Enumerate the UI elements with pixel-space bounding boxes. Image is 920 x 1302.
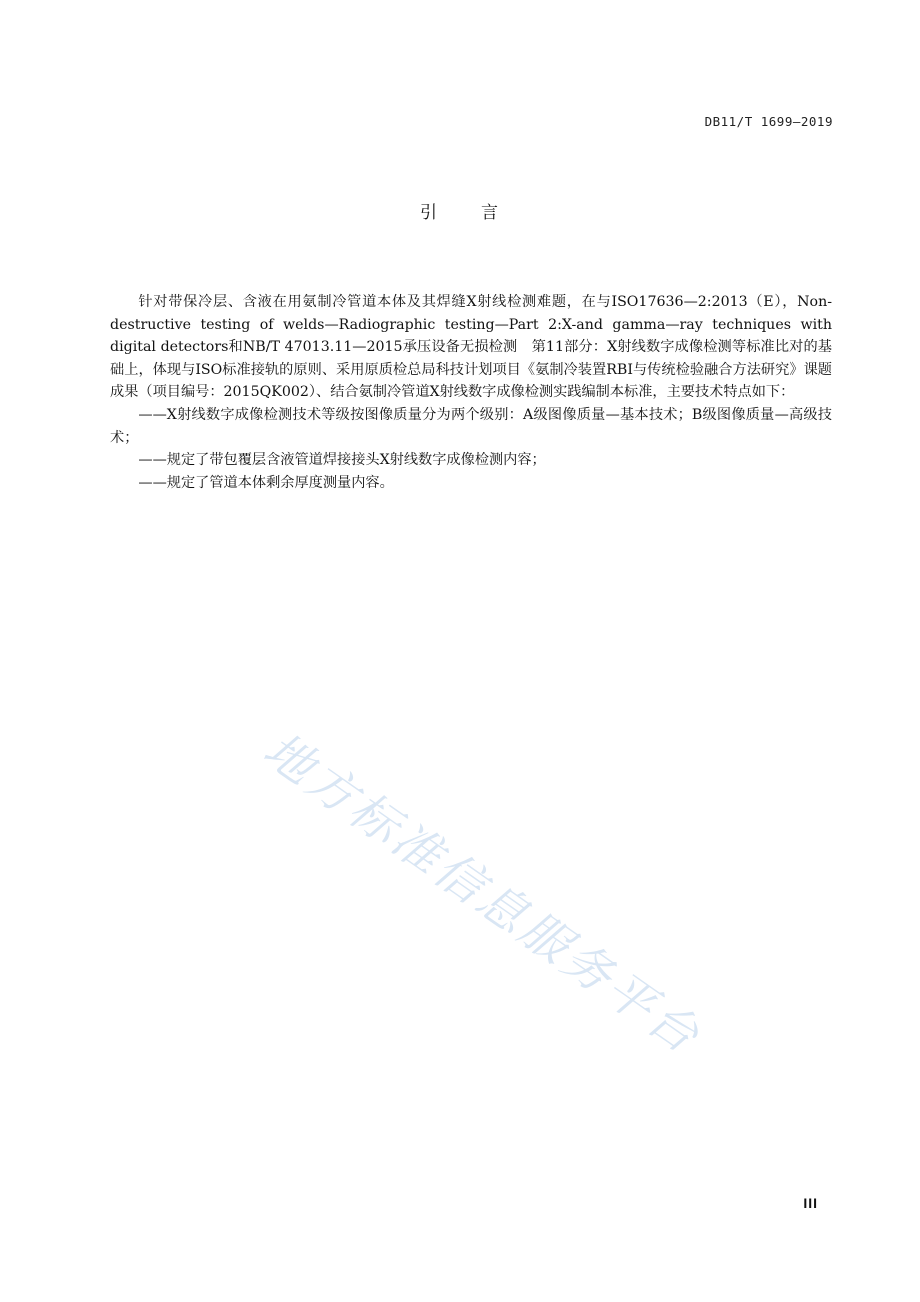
standard-code: DB11/T 1699—2019: [704, 114, 833, 129]
intro-paragraph: 针对带保冷层、含液在用氨制冷管道本体及其焊缝X射线检测难题，在与ISO17636—2:2013（E），Non-destructive testing of welds—Radiographic testing—Part 2:X-and gamma—ray techniques with digital detectors和NB/T 47013.11—2015承压设备无损检测 第11部分：X射线数字成像检测等标准比对的基础上，体现与ISO标准接轨的原则、采用原质检总局科技计划项目《氨制冷装置RBI与传统检验融合方法研究》课题成果（项目编号：2015QK002）、结合氨制冷管道X射线数字成像检测实践编制本标准，主要技术特点如下：: [110, 294, 832, 401]
section-title-right: 言: [481, 203, 500, 223]
section-title-left: 引: [420, 203, 439, 223]
section-title: [0, 198, 920, 223]
feature-item-2: ——规定了带包覆层含液管道焊接接头X射线数字成像检测内容；: [138, 452, 546, 469]
feature-item-3: ——规定了管道本体剩余厚度测量内容。: [138, 474, 394, 491]
feature-item-1: ——X射线数字成像检测技术等级按图像质量分为两个级别：A级图像质量—基本技术；B级图像质量—高级技术；: [110, 406, 832, 446]
page-number: III: [803, 1195, 818, 1211]
introduction-body: [110, 291, 832, 494]
watermark: 地方标准信息服务平台: [253, 721, 712, 1066]
